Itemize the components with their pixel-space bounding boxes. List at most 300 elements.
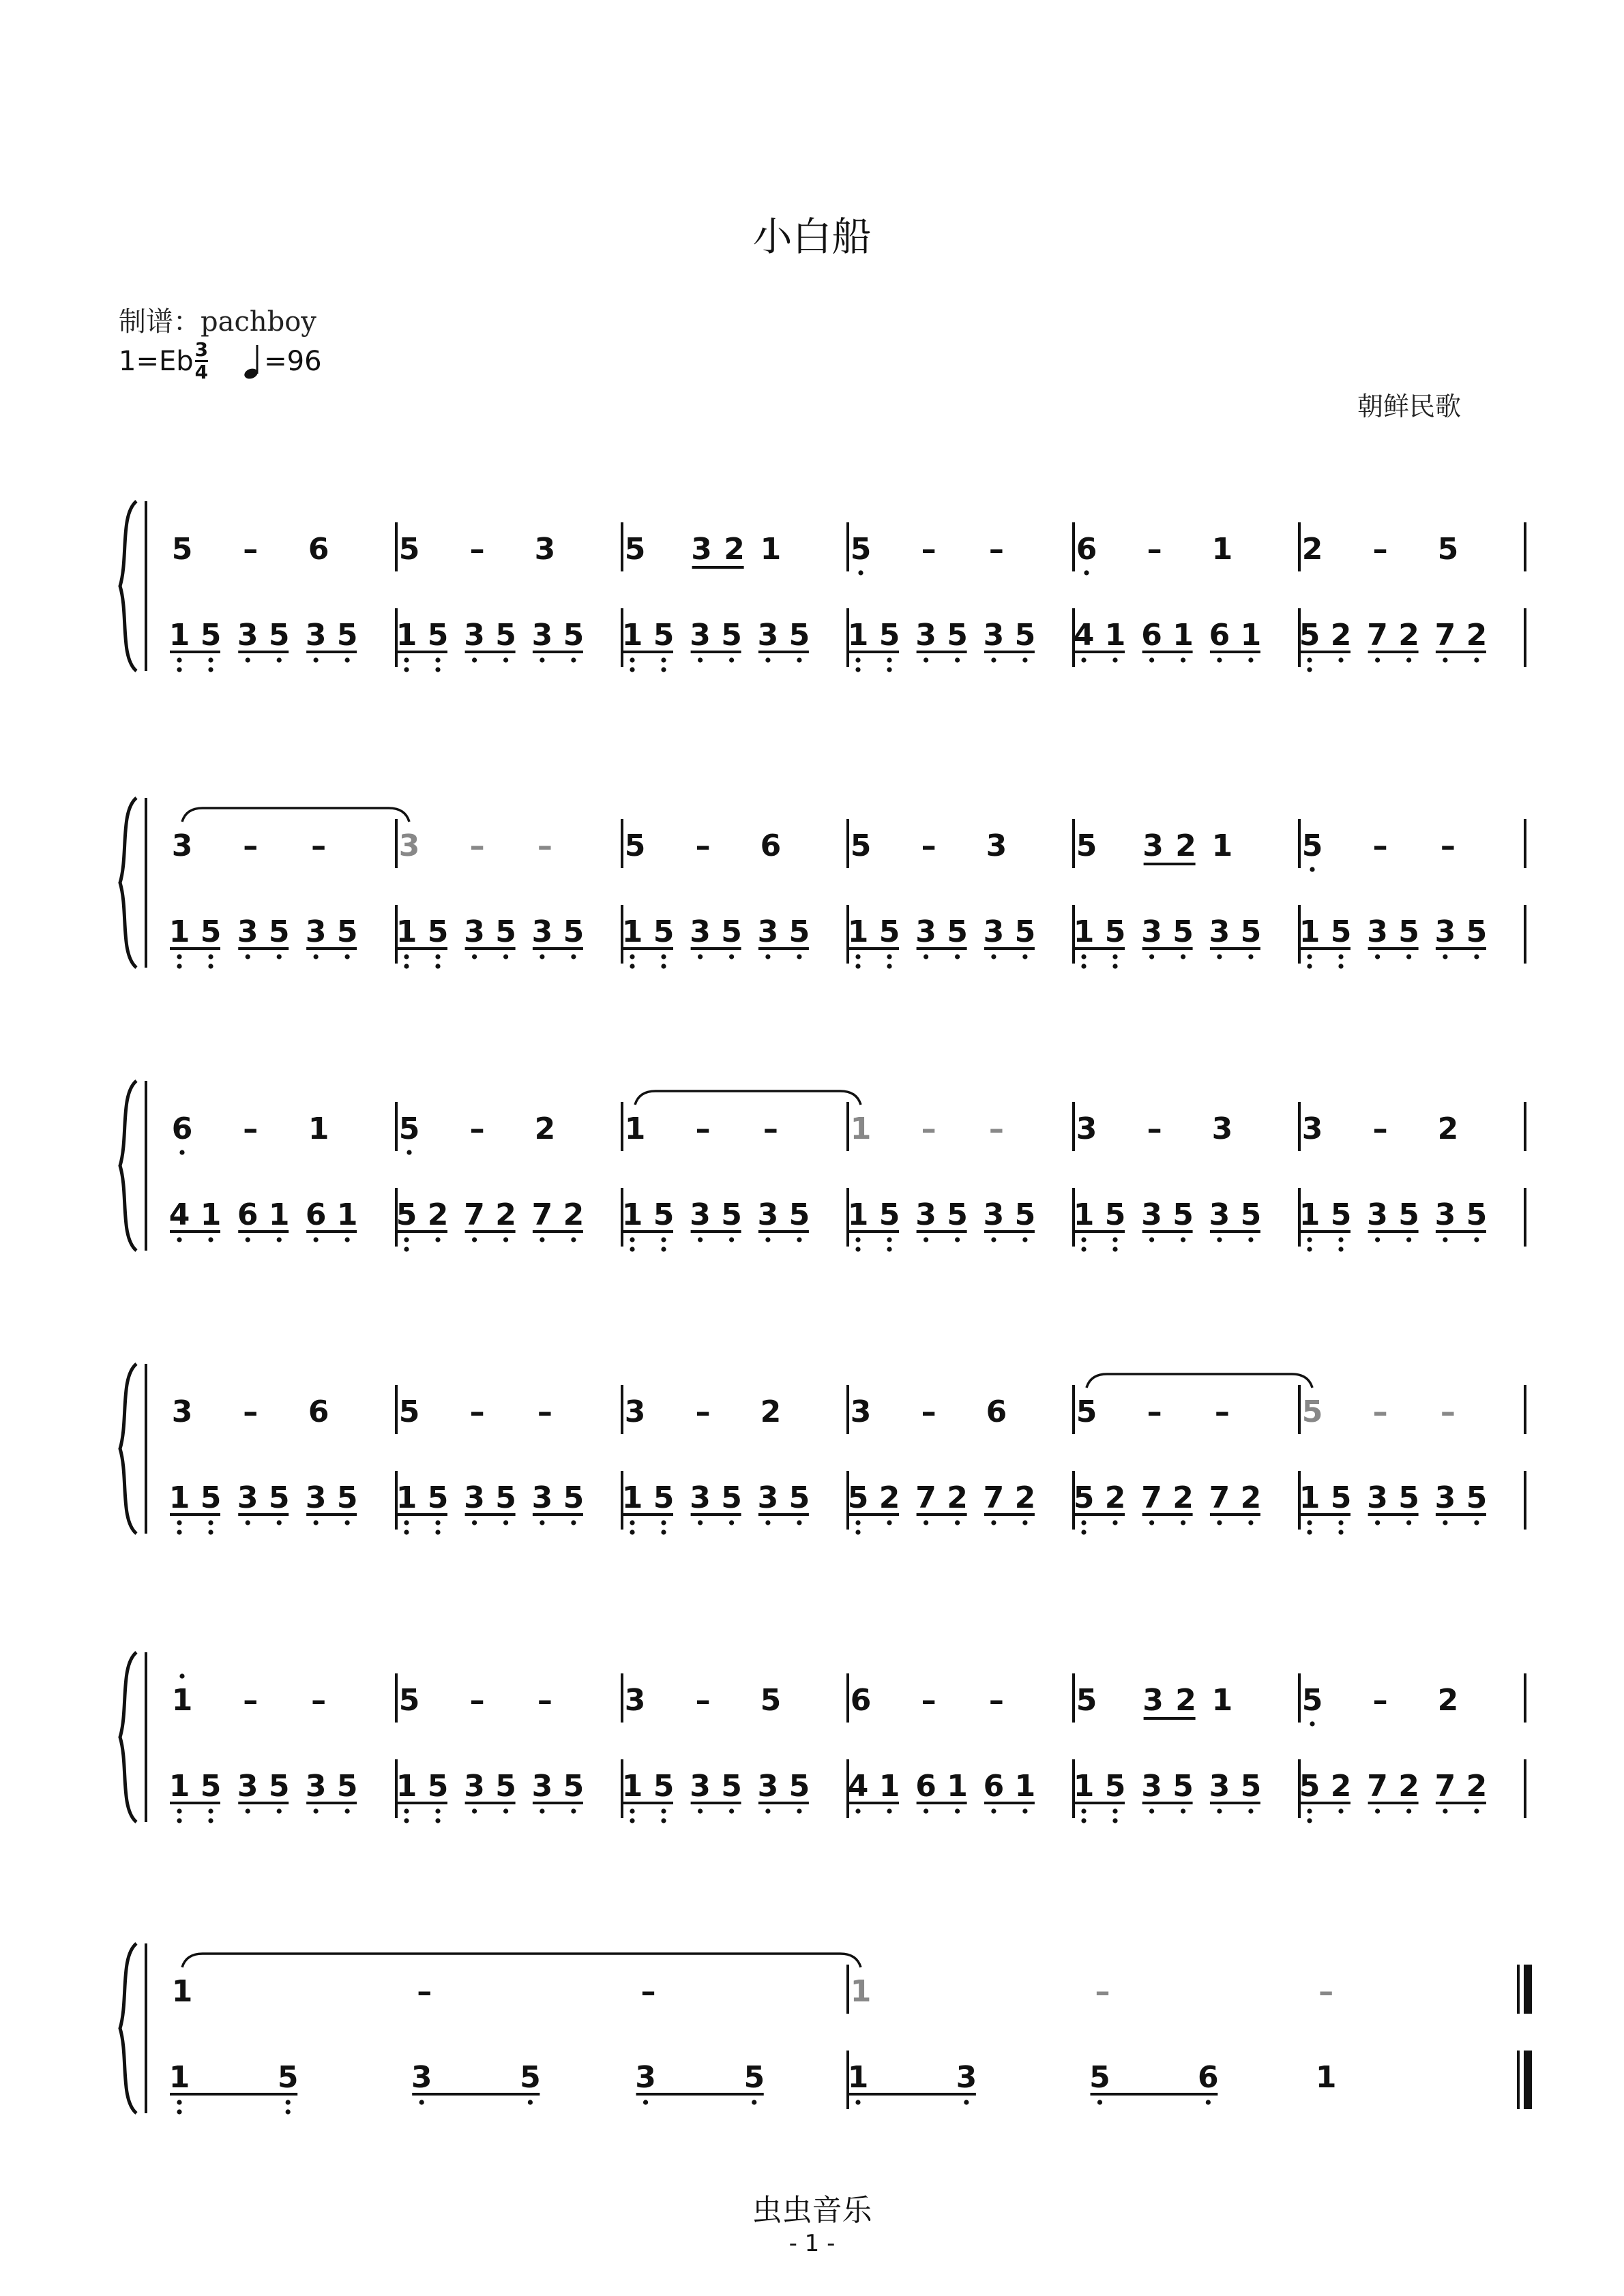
- key-signature: 1=Eb: [119, 345, 194, 377]
- lower-octave-dot: [1081, 1530, 1086, 1534]
- lower-octave-dot: [540, 1520, 544, 1525]
- bass-note: 3: [531, 1769, 553, 1804]
- bass-note: 3: [757, 618, 779, 653]
- lower-octave-dot: [1307, 964, 1312, 968]
- lower-octave-dot: [1022, 1520, 1027, 1525]
- bass-note: 6: [237, 1197, 259, 1232]
- melody-note: 2: [1175, 1683, 1196, 1718]
- bass-note: 3: [1141, 914, 1162, 949]
- lower-octave-dot: [1406, 1520, 1411, 1525]
- bass-note: 3: [1141, 1197, 1162, 1232]
- bass-note: 5: [788, 1769, 810, 1804]
- bass-note: 5: [788, 1480, 810, 1515]
- bass-note: 5: [268, 1480, 290, 1515]
- lower-octave-dot: [661, 1818, 666, 1823]
- lower-octave-dot: [887, 667, 891, 672]
- tie-slur: [1087, 1374, 1312, 1388]
- bass-note: 7: [1434, 1769, 1456, 1804]
- lower-octave-dot: [797, 1520, 801, 1525]
- bass-note: 5: [653, 914, 675, 949]
- bass-note: 3: [531, 1480, 553, 1515]
- lower-octave-dot: [991, 1237, 996, 1242]
- bass-note: 1: [168, 618, 190, 653]
- bass-note: 5: [1104, 914, 1126, 949]
- bass-note: 5: [1299, 618, 1320, 653]
- lower-octave-dot: [503, 954, 508, 959]
- bass-note: 5: [653, 1769, 675, 1804]
- lower-octave-dot: [404, 1247, 409, 1251]
- bass-note: 1: [847, 1197, 869, 1232]
- melody-note: 5: [398, 1395, 420, 1429]
- grand-staff-brace: [120, 1081, 136, 1251]
- bass-note: 5: [1330, 1197, 1352, 1232]
- lower-octave-dot: [630, 1530, 634, 1534]
- bass-note: 3: [757, 1480, 779, 1515]
- grand-staff-brace: [120, 798, 136, 968]
- lower-octave-dot: [1206, 2100, 1211, 2104]
- melody-note: 1: [171, 1683, 193, 1718]
- dash-mark: –: [921, 1395, 936, 1429]
- lower-octave-dot: [1307, 1237, 1312, 1242]
- bass-note: 3: [690, 1480, 711, 1515]
- bass-note: 5: [1466, 1197, 1488, 1232]
- lower-octave-dot: [404, 1530, 409, 1534]
- bass-note: 3: [1367, 914, 1388, 949]
- page-number: - 1 -: [788, 2230, 836, 2257]
- arranger-credit: 制谱：pachboy: [119, 306, 316, 338]
- bass-note: 6: [1209, 618, 1230, 653]
- lower-octave-dot: [855, 2100, 860, 2104]
- lower-octave-dot: [208, 657, 213, 662]
- bass-note: 5: [721, 618, 742, 653]
- lower-octave-dot: [887, 657, 891, 662]
- bass-note: 5: [947, 618, 968, 653]
- bass-note: 3: [915, 618, 936, 653]
- dash-mark: –: [243, 1395, 259, 1429]
- lower-octave-dot: [855, 1247, 860, 1251]
- bass-note: 5: [563, 914, 585, 949]
- bass-note: 5: [879, 1197, 900, 1232]
- bass-note: 5: [788, 618, 810, 653]
- bass-note: 5: [1299, 1769, 1320, 1804]
- grand-staff-brace: [120, 501, 136, 671]
- lower-octave-dot: [1217, 954, 1222, 959]
- bass-note: 5: [947, 1197, 968, 1232]
- lower-octave-dot: [765, 1237, 770, 1242]
- lower-octave-dot: [1338, 657, 1343, 662]
- lower-octave-dot: [503, 1237, 508, 1242]
- bass-note: 1: [1240, 618, 1262, 653]
- lower-octave-dot: [765, 657, 770, 662]
- bass-note: 3: [305, 618, 327, 653]
- lower-octave-dot: [630, 657, 634, 662]
- lower-octave-dot: [435, 964, 440, 968]
- lower-octave-dot: [1112, 1818, 1117, 1823]
- lower-octave-dot: [698, 657, 703, 662]
- melody-note: 6: [308, 532, 329, 567]
- melody-note: 3: [171, 1395, 193, 1429]
- lower-octave-dot: [991, 1808, 996, 1813]
- bass-note: 5: [200, 914, 222, 949]
- bass-note: 1: [268, 1197, 290, 1232]
- lower-octave-dot: [208, 1237, 213, 1242]
- bass-note: 2: [1330, 618, 1352, 653]
- lower-octave-dot: [1081, 1818, 1086, 1823]
- lower-octave-dot: [1310, 867, 1314, 871]
- lower-octave-dot: [1112, 954, 1117, 959]
- time-signature-numerator: 3: [194, 338, 209, 361]
- lower-octave-dot: [286, 2109, 291, 2114]
- melody-note: 5: [760, 1683, 782, 1718]
- lower-octave-dot: [472, 954, 477, 959]
- bass-note: 5: [427, 1480, 449, 1515]
- lower-octave-dot: [1149, 1520, 1154, 1525]
- lower-octave-dot: [855, 657, 860, 662]
- lower-octave-dot: [177, 964, 181, 968]
- dash-mark: –: [311, 829, 327, 863]
- bass-note: 6: [305, 1197, 327, 1232]
- lower-octave-dot: [1338, 1247, 1343, 1251]
- melody-note: 6: [760, 829, 782, 863]
- lower-octave-dot: [1307, 1247, 1312, 1251]
- lower-octave-dot: [1112, 964, 1117, 968]
- lower-octave-dot: [991, 657, 996, 662]
- bass-note: 6: [983, 1769, 1005, 1804]
- lower-octave-dot: [1097, 2100, 1102, 2104]
- lower-octave-dot: [435, 667, 440, 672]
- lower-octave-dot: [1149, 657, 1154, 662]
- melody-note: 2: [1437, 1683, 1459, 1718]
- dash-mark: –: [1214, 1395, 1230, 1429]
- lower-octave-dot: [472, 1237, 477, 1242]
- lower-octave-dot: [1375, 1520, 1380, 1525]
- bass-note: 5: [653, 618, 675, 653]
- lower-octave-dot: [503, 1520, 508, 1525]
- melody-note: 1: [308, 1112, 329, 1146]
- bass-note: 2: [879, 1480, 900, 1515]
- lower-octave-dot: [752, 2100, 756, 2104]
- lower-octave-dot: [208, 667, 213, 672]
- melody-note: 5: [850, 829, 872, 863]
- lower-octave-dot: [955, 1520, 960, 1525]
- lower-octave-dot: [1307, 1808, 1312, 1813]
- bass-note: 3: [305, 1480, 327, 1515]
- dash-mark: –: [1440, 829, 1456, 863]
- lower-octave-dot: [435, 1520, 440, 1525]
- lower-octave-dot: [855, 1520, 860, 1525]
- lower-octave-dot: [1248, 1237, 1253, 1242]
- dash-mark: –: [537, 1683, 552, 1718]
- bass-note: 5: [743, 2060, 765, 2095]
- bass-note: 3: [1209, 1197, 1230, 1232]
- dash-mark: –: [311, 1683, 327, 1718]
- bass-note: 5: [721, 1480, 742, 1515]
- lower-octave-dot: [924, 954, 928, 959]
- lower-octave-dot: [1081, 964, 1086, 968]
- lower-octave-dot: [472, 1808, 477, 1813]
- bass-note: 5: [268, 914, 290, 949]
- lower-octave-dot: [177, 2109, 181, 2114]
- bass-note: 1: [621, 914, 643, 949]
- dash-mark: –: [921, 829, 936, 863]
- lower-octave-dot: [246, 1520, 250, 1525]
- lower-octave-dot: [540, 657, 544, 662]
- melody-note: 6: [308, 1395, 329, 1429]
- bass-note: 5: [788, 1197, 810, 1232]
- bass-note: 7: [983, 1480, 1005, 1515]
- lower-octave-dot: [1443, 657, 1447, 662]
- lower-octave-dot: [630, 1237, 634, 1242]
- lower-octave-dot: [1217, 657, 1222, 662]
- dash-mark: –: [640, 1974, 656, 2009]
- bass-note: 3: [690, 1769, 711, 1804]
- melody-note: 1: [850, 1974, 872, 2009]
- bass-note: 5: [947, 914, 968, 949]
- lower-octave-dot: [797, 1237, 801, 1242]
- lower-octave-dot: [1081, 1520, 1086, 1525]
- bass-note: 5: [427, 914, 449, 949]
- bass-note: 7: [915, 1480, 936, 1515]
- lower-octave-dot: [345, 954, 350, 959]
- lower-octave-dot: [855, 1237, 860, 1242]
- lower-octave-dot: [540, 1237, 544, 1242]
- lower-octave-dot: [208, 1520, 213, 1525]
- bass-note: 5: [495, 1480, 516, 1515]
- bass-note: 5: [1014, 914, 1036, 949]
- lower-octave-dot: [1338, 1520, 1343, 1525]
- bass-note: 5: [563, 1769, 585, 1804]
- lower-octave-dot: [924, 657, 928, 662]
- lower-octave-dot: [630, 964, 634, 968]
- bass-note: 5: [1240, 1769, 1262, 1804]
- bass-note: 5: [1466, 914, 1488, 949]
- bass-note: 5: [847, 1480, 869, 1515]
- lower-octave-dot: [855, 964, 860, 968]
- melody-note: 3: [1301, 1112, 1323, 1146]
- bass-note: 5: [427, 1769, 449, 1804]
- melody-note: 3: [1211, 1112, 1233, 1146]
- bass-note: 1: [168, 914, 190, 949]
- lower-octave-dot: [404, 1808, 409, 1813]
- bass-note: 1: [1073, 1769, 1095, 1804]
- dash-mark: –: [469, 1112, 485, 1146]
- bass-note: 1: [200, 1197, 222, 1232]
- melody-note: 3: [624, 1395, 646, 1429]
- melody-note: 1: [760, 532, 782, 567]
- bass-note: 2: [1104, 1480, 1126, 1515]
- bass-note: 5: [1330, 914, 1352, 949]
- lower-octave-dot: [1338, 964, 1343, 968]
- bass-note: 5: [788, 914, 810, 949]
- bass-note: 7: [464, 1197, 485, 1232]
- bass-note: 5: [1104, 1197, 1126, 1232]
- lower-octave-dot: [404, 667, 409, 672]
- bass-note: 5: [1172, 914, 1194, 949]
- lower-octave-dot: [314, 657, 319, 662]
- lower-octave-dot: [1084, 570, 1089, 575]
- dash-mark: –: [469, 1683, 485, 1718]
- bass-note: 1: [879, 1769, 900, 1804]
- lower-octave-dot: [661, 1520, 666, 1525]
- bass-note: 3: [915, 1197, 936, 1232]
- lower-octave-dot: [797, 1808, 801, 1813]
- lower-octave-dot: [345, 1237, 350, 1242]
- lower-octave-dot: [277, 1520, 282, 1525]
- lower-octave-dot: [630, 1520, 634, 1525]
- dash-mark: –: [469, 829, 485, 863]
- bass-note: 3: [464, 914, 485, 949]
- melody-note: 1: [1211, 532, 1233, 567]
- melody-note: 3: [1142, 1683, 1164, 1718]
- lower-octave-dot: [1375, 1808, 1380, 1813]
- lower-octave-dot: [314, 1237, 319, 1242]
- bass-note: 1: [847, 618, 869, 653]
- lower-octave-dot: [528, 2100, 533, 2104]
- lower-octave-dot: [1307, 1530, 1312, 1534]
- melody-note: 1: [1211, 829, 1233, 863]
- bass-note: 7: [1209, 1480, 1230, 1515]
- lower-octave-dot: [1307, 667, 1312, 672]
- lower-octave-dot: [855, 954, 860, 959]
- melody-note: 5: [1076, 829, 1097, 863]
- lower-octave-dot: [435, 1808, 440, 1813]
- lower-octave-dot: [1375, 954, 1380, 959]
- bass-note: 3: [915, 914, 936, 949]
- bass-note: 3: [464, 1480, 485, 1515]
- lower-octave-dot: [1443, 1237, 1447, 1242]
- tie-slur: [635, 1091, 861, 1105]
- bass-note: 5: [1466, 1480, 1488, 1515]
- lower-octave-dot: [661, 1808, 666, 1813]
- lower-octave-dot: [277, 1808, 282, 1813]
- lower-octave-dot: [404, 1520, 409, 1525]
- lower-octave-dot: [887, 954, 891, 959]
- bass-note: 6: [1198, 2060, 1219, 2095]
- bass-note: 5: [277, 2060, 299, 2095]
- lower-octave-dot: [208, 1808, 213, 1813]
- bass-note: 3: [1367, 1197, 1388, 1232]
- bass-note: 1: [396, 618, 417, 653]
- lower-octave-dot: [964, 2100, 969, 2104]
- lower-octave-dot: [630, 1808, 634, 1813]
- melody-note: 3: [1076, 1112, 1097, 1146]
- lower-octave-dot: [1474, 657, 1479, 662]
- lower-octave-dot: [1406, 1808, 1411, 1813]
- lower-octave-dot: [177, 657, 181, 662]
- lower-octave-dot: [177, 1520, 181, 1525]
- melody-note: 1: [850, 1112, 872, 1146]
- lower-octave-dot: [698, 954, 703, 959]
- melody-note: 5: [850, 532, 872, 567]
- dash-mark: –: [469, 1395, 485, 1429]
- lower-octave-dot: [955, 657, 960, 662]
- lower-octave-dot: [345, 657, 350, 662]
- bass-note: 4: [847, 1769, 869, 1804]
- lower-octave-dot: [1248, 954, 1253, 959]
- lower-octave-dot: [729, 1520, 734, 1525]
- lower-octave-dot: [404, 657, 409, 662]
- bass-note: 7: [531, 1197, 553, 1232]
- bass-note: 5: [1398, 1197, 1419, 1232]
- lower-octave-dot: [571, 1237, 576, 1242]
- tempo-marking: =96: [264, 345, 322, 377]
- bass-note: 7: [1367, 1769, 1388, 1804]
- lower-octave-dot: [991, 1520, 996, 1525]
- dash-mark: –: [1372, 1112, 1388, 1146]
- melody-note: 3: [1142, 829, 1164, 863]
- lower-octave-dot: [208, 964, 213, 968]
- lower-octave-dot: [1081, 1237, 1086, 1242]
- bass-note: 3: [983, 914, 1005, 949]
- bass-note: 1: [396, 1480, 417, 1515]
- lower-octave-dot: [1248, 1520, 1253, 1525]
- lower-octave-dot: [177, 954, 181, 959]
- bass-note: 5: [336, 1769, 358, 1804]
- lower-octave-dot: [1474, 1808, 1479, 1813]
- melody-note: 2: [1437, 1112, 1459, 1146]
- lower-octave-dot: [314, 1520, 319, 1525]
- bass-note: 1: [847, 2060, 869, 2095]
- lower-octave-dot: [1307, 954, 1312, 959]
- lower-octave-dot: [855, 1808, 860, 1813]
- bass-note: 3: [305, 914, 327, 949]
- melody-note: 5: [1301, 1683, 1323, 1718]
- lower-octave-dot: [1307, 657, 1312, 662]
- dash-mark: –: [695, 1395, 711, 1429]
- lower-octave-dot: [177, 2100, 181, 2104]
- time-signature-denominator: 4: [194, 361, 209, 383]
- lower-octave-dot: [630, 1247, 634, 1251]
- lower-octave-dot: [419, 2100, 424, 2104]
- lower-octave-dot: [503, 1808, 508, 1813]
- bass-note: 1: [396, 1769, 417, 1804]
- lower-octave-dot: [955, 1808, 960, 1813]
- lower-octave-dot: [1338, 954, 1343, 959]
- lower-octave-dot: [661, 657, 666, 662]
- lower-octave-dot: [1474, 1237, 1479, 1242]
- dash-mark: –: [1095, 1974, 1110, 2009]
- lower-octave-dot: [503, 657, 508, 662]
- bass-note: 1: [1014, 1769, 1036, 1804]
- melody-note: 3: [624, 1683, 646, 1718]
- bass-note: 5: [427, 618, 449, 653]
- lower-octave-dot: [179, 1150, 184, 1154]
- bass-note: 5: [721, 1197, 742, 1232]
- dash-mark: –: [243, 829, 259, 863]
- bass-note: 3: [757, 1769, 779, 1804]
- lower-octave-dot: [540, 954, 544, 959]
- melody-note: 5: [1076, 1683, 1097, 1718]
- lower-octave-dot: [643, 2100, 648, 2104]
- bass-note: 2: [1172, 1480, 1194, 1515]
- bass-note: 5: [653, 1197, 675, 1232]
- lower-octave-dot: [1112, 1247, 1117, 1251]
- lower-octave-dot: [246, 954, 250, 959]
- bass-note: 5: [563, 1480, 585, 1515]
- bass-note: 1: [1315, 2060, 1337, 2095]
- bass-note: 5: [563, 618, 585, 653]
- lower-octave-dot: [661, 1237, 666, 1242]
- bass-note: 1: [1299, 914, 1320, 949]
- lower-octave-dot: [855, 667, 860, 672]
- dash-mark: –: [763, 1112, 778, 1146]
- lower-octave-dot: [246, 657, 250, 662]
- lower-octave-dot: [1310, 1721, 1314, 1726]
- tie-slur: [182, 808, 409, 822]
- lower-octave-dot: [1112, 1237, 1117, 1242]
- lower-octave-dot: [887, 1808, 891, 1813]
- bass-note: 5: [268, 618, 290, 653]
